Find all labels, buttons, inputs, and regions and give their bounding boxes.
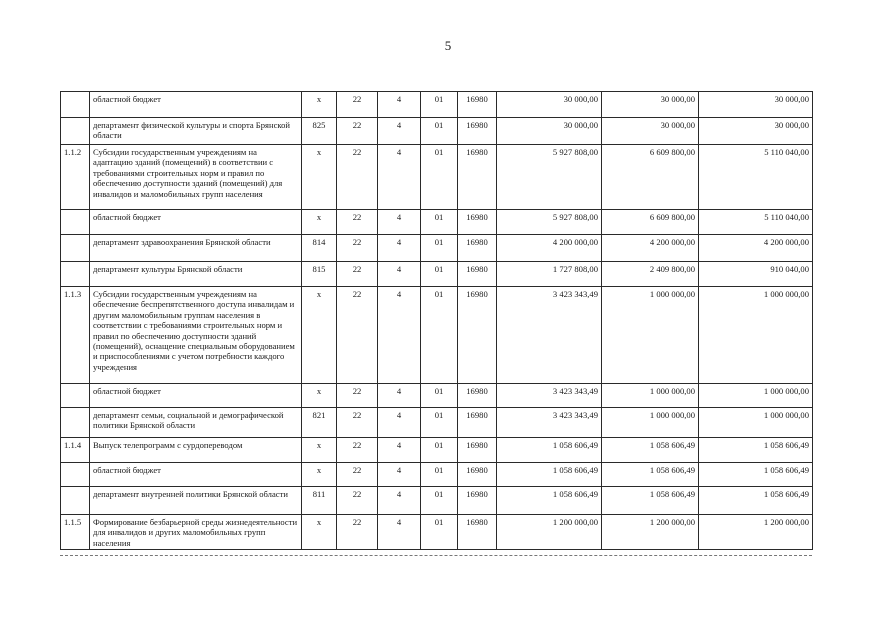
row-code-program: 01	[421, 118, 458, 145]
row-code-target: 16980	[458, 210, 497, 235]
row-code-section: 22	[337, 463, 378, 487]
row-sum-year2: 6 609 800,00	[602, 145, 699, 210]
row-code-target: 16980	[458, 487, 497, 515]
row-code-admin: х	[302, 145, 337, 210]
table-row	[61, 145, 813, 210]
row-sum-year2: 30 000,00	[602, 118, 699, 145]
row-code-target: 16980	[458, 145, 497, 210]
row-sum-year2: 1 058 606,49	[602, 487, 699, 515]
row-code-admin: х	[302, 384, 337, 408]
row-sum-year3: 5 110 040,00	[699, 145, 813, 210]
row-code-program: 01	[421, 487, 458, 515]
row-code-target: 16980	[458, 463, 497, 487]
row-sum-year3: 910 040,00	[699, 262, 813, 287]
row-code-subsection: 4	[378, 210, 421, 235]
row-sum-year2: 1 000 000,00	[602, 408, 699, 438]
row-name: областной бюджет	[90, 384, 302, 408]
row-sum-year2: 2 409 800,00	[602, 262, 699, 287]
row-code-admin: 815	[302, 262, 337, 287]
row-code-section: 22	[337, 515, 378, 550]
row-sum-year1: 4 200 000,00	[497, 235, 602, 262]
row-code-section: 22	[337, 262, 378, 287]
row-name: департамент семьи, социальной и демографической политики Брянской области	[90, 408, 302, 438]
row-code-target: 16980	[458, 438, 497, 463]
page-number: 5	[444, 38, 452, 53]
row-code-section: 22	[337, 487, 378, 515]
row-sum-year3: 1 058 606,49	[699, 438, 813, 463]
row-sum-year2: 1 000 000,00	[602, 287, 699, 384]
row-sum-year3: 5 110 040,00	[699, 210, 813, 235]
row-name: Субсидии государственным учреждениям на обеспечение беспрепятственного доступа инвалидам и другим маломобильным группам населения в соответствии с требованиями строительных норм и правил по обеспечению доступности зданий (помещений), оснащение специальным оборудованием и приспособлениями с учетом потребности каждого учреждения	[90, 287, 302, 384]
row-sum-year3: 1 058 606,49	[699, 463, 813, 487]
row-code-target: 16980	[458, 118, 497, 145]
row-code-admin: 814	[302, 235, 337, 262]
row-name: областной бюджет	[90, 210, 302, 235]
row-code-subsection: 4	[378, 487, 421, 515]
row-code-admin: х	[302, 210, 337, 235]
row-sum-year3: 1 000 000,00	[699, 287, 813, 384]
row-code-target: 16980	[458, 262, 497, 287]
row-number: 1.1.2	[61, 145, 90, 210]
row-code-target: 16980	[458, 408, 497, 438]
row-code-subsection: 4	[378, 384, 421, 408]
row-sum-year1: 5 927 808,00	[497, 145, 602, 210]
row-sum-year1: 3 423 343,49	[497, 384, 602, 408]
table-row	[61, 118, 813, 145]
row-sum-year3: 4 200 000,00	[699, 235, 813, 262]
row-code-program: 01	[421, 262, 458, 287]
row-code-program: 01	[421, 515, 458, 550]
row-code-target: 16980	[458, 515, 497, 550]
table-row	[61, 92, 813, 118]
row-code-subsection: 4	[378, 438, 421, 463]
row-code-section: 22	[337, 408, 378, 438]
row-sum-year1: 30 000,00	[497, 118, 602, 145]
row-code-admin: х	[302, 287, 337, 384]
row-code-section: 22	[337, 92, 378, 118]
row-code-admin: х	[302, 463, 337, 487]
row-code-program: 01	[421, 235, 458, 262]
row-sum-year3: 1 000 000,00	[699, 408, 813, 438]
row-sum-year1: 1 058 606,49	[497, 463, 602, 487]
row-number	[61, 262, 90, 287]
row-code-admin: 821	[302, 408, 337, 438]
row-sum-year3: 30 000,00	[699, 118, 813, 145]
row-code-subsection: 4	[378, 463, 421, 487]
row-sum-year1: 1 058 606,49	[497, 487, 602, 515]
row-code-program: 01	[421, 408, 458, 438]
row-sum-year2: 1 200 000,00	[602, 515, 699, 550]
row-sum-year2: 1 000 000,00	[602, 384, 699, 408]
table-row	[61, 438, 813, 463]
row-sum-year3: 1 058 606,49	[699, 487, 813, 515]
table-row	[61, 235, 813, 262]
row-name: Субсидии государственным учреждениям на адаптацию зданий (помещений) в соответствии с требованиями строительных норм и правил по обеспечению доступности зданий (помещений) для инвалидов и маломобильных групп населения	[90, 145, 302, 210]
row-number	[61, 92, 90, 118]
row-sum-year3: 1 000 000,00	[699, 384, 813, 408]
row-code-section: 22	[337, 118, 378, 145]
row-code-program: 01	[421, 92, 458, 118]
row-number	[61, 487, 90, 515]
row-code-program: 01	[421, 384, 458, 408]
row-sum-year1: 5 927 808,00	[497, 210, 602, 235]
table-body	[61, 92, 813, 550]
row-sum-year1: 1 058 606,49	[497, 438, 602, 463]
row-name: департамент культуры Брянской области	[90, 262, 302, 287]
row-code-subsection: 4	[378, 262, 421, 287]
row-sum-year3: 1 200 000,00	[699, 515, 813, 550]
row-code-section: 22	[337, 438, 378, 463]
row-sum-year2: 6 609 800,00	[602, 210, 699, 235]
row-code-admin: х	[302, 92, 337, 118]
row-number	[61, 384, 90, 408]
row-code-section: 22	[337, 287, 378, 384]
table-row	[61, 210, 813, 235]
row-code-subsection: 4	[378, 235, 421, 262]
row-name: Выпуск телепрограмм с сурдопереводом	[90, 438, 302, 463]
table-row	[61, 262, 813, 287]
row-sum-year2: 4 200 000,00	[602, 235, 699, 262]
row-number: 1.1.4	[61, 438, 90, 463]
row-number	[61, 235, 90, 262]
row-number: 1.1.3	[61, 287, 90, 384]
page-cut-line	[60, 555, 812, 560]
row-name: департамент внутренней политики Брянской области	[90, 487, 302, 515]
row-sum-year2: 1 058 606,49	[602, 463, 699, 487]
row-code-target: 16980	[458, 92, 497, 118]
row-code-program: 01	[421, 145, 458, 210]
row-name: областной бюджет	[90, 463, 302, 487]
row-name: областной бюджет	[90, 92, 302, 118]
row-name: департамент физической культуры и спорта Брянской области	[90, 118, 302, 145]
row-sum-year2: 1 058 606,49	[602, 438, 699, 463]
row-code-admin: х	[302, 515, 337, 550]
row-number	[61, 408, 90, 438]
row-sum-year1: 3 423 343,49	[497, 287, 602, 384]
row-code-program: 01	[421, 287, 458, 384]
row-code-subsection: 4	[378, 145, 421, 210]
row-code-admin: х	[302, 438, 337, 463]
row-code-subsection: 4	[378, 287, 421, 384]
row-number	[61, 210, 90, 235]
table-row	[61, 384, 813, 408]
row-number	[61, 118, 90, 145]
row-sum-year1: 1 727 808,00	[497, 262, 602, 287]
table-row	[61, 487, 813, 515]
table-row	[61, 287, 813, 384]
row-code-admin: 825	[302, 118, 337, 145]
row-code-program: 01	[421, 438, 458, 463]
table-row	[61, 408, 813, 438]
row-code-subsection: 4	[378, 408, 421, 438]
row-sum-year3: 30 000,00	[699, 92, 813, 118]
row-number: 1.1.5	[61, 515, 90, 550]
row-sum-year1: 30 000,00	[497, 92, 602, 118]
budget-table	[60, 91, 813, 550]
table-row	[61, 463, 813, 487]
row-code-subsection: 4	[378, 92, 421, 118]
row-number	[61, 463, 90, 487]
row-code-section: 22	[337, 235, 378, 262]
row-code-section: 22	[337, 384, 378, 408]
row-code-program: 01	[421, 210, 458, 235]
row-code-program: 01	[421, 463, 458, 487]
row-code-target: 16980	[458, 235, 497, 262]
row-code-target: 16980	[458, 287, 497, 384]
row-code-subsection: 4	[378, 118, 421, 145]
row-sum-year2: 30 000,00	[602, 92, 699, 118]
row-name: Формирование безбарьерной среды жизнедеятельности для инвалидов и других маломобильных групп населения	[90, 515, 302, 550]
row-code-target: 16980	[458, 384, 497, 408]
row-code-subsection: 4	[378, 515, 421, 550]
row-code-section: 22	[337, 145, 378, 210]
row-code-section: 22	[337, 210, 378, 235]
row-sum-year1: 3 423 343,49	[497, 408, 602, 438]
row-sum-year1: 1 200 000,00	[497, 515, 602, 550]
row-code-admin: 811	[302, 487, 337, 515]
table-row	[61, 515, 813, 550]
row-name: департамент здравоохранения Брянской области	[90, 235, 302, 262]
